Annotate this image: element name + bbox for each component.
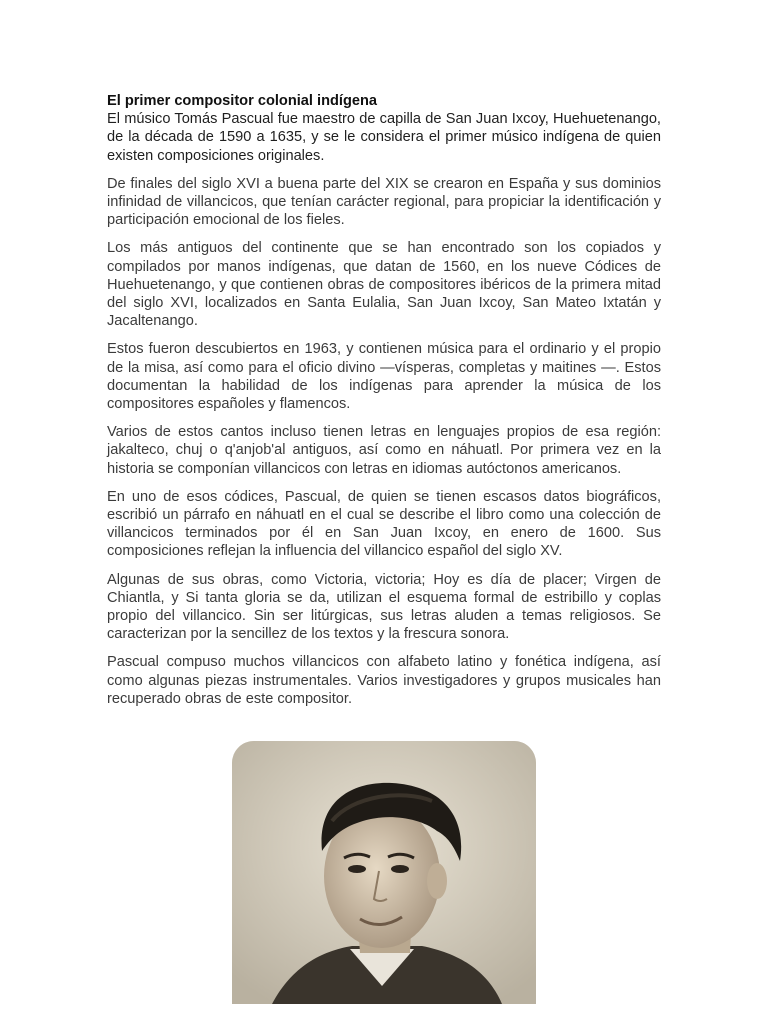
portrait-photo [232,741,536,1004]
paragraph-5: Varios de estos cantos incluso tienen letras en lenguajes propios de esa región: jakalteco, chuj o q'anjob'al antiguos, así como en náhuatl. Por primera vez en la historia se componían villancicos con letras en idiomas autóctonos americanos. [107,424,661,477]
ear [427,863,447,899]
left-eye [348,865,366,873]
portrait-illustration [232,741,536,1004]
paragraph-4: Estos fueron descubiertos en 1963, y contienen música para el ordinario y el propio de la misa, así como para el oficio divino —vísperas, completas y maitines —. Estos documentan la habilidad de los indígenas para aprender la música de los compositores españoles y flamencos. [107,341,661,413]
paragraph-6: En uno de esos códices, Pascual, de quien se tienen escasos datos biográficos, escribió un párrafo en náhuatl en el cual se describe el libro como una colección de villancicos terminados por él en San Juan Ixcoy, en enero de 1600. Sus composiciones reflejan la influencia del villancico español del siglo XV. [107,488,661,560]
article [107,92,661,718]
article-title: El primer compositor colonial indígena [107,93,378,109]
paragraph-1: El músico Tomás Pascual fue maestro de capilla de San Juan Ixcoy, Huehuetenango, de la década de 1590 a 1635, y se le considera el primer músico indígena de quien existen composiciones originales. [107,111,661,164]
paragraph-7: Algunas de sus obras, como Victoria, victoria; Hoy es día de placer; Virgen de Chiantla, y Si tanta gloria se da, utilizan el esquema formal de estribillo y coplas propio del villancico. Sin ser litúrgicas, sus letras aluden a temas religiosos. Se caracterizan por la sencillez de los textos y la frescura sonora. [107,571,661,643]
paragraph-3: Los más antiguos del continente que se han encontrado son los copiados y compilados por manos indígenas, que datan de 1560, en los nueve Códices de Huehuetenango, y que contienen obras de compositores ibéricos de la primera mitad del siglo XVI, localizados en Santa Eulalia, San Juan Ixcoy, San Mateo Ixtatán y Jacaltenango. [107,240,661,330]
right-eye [391,865,409,873]
paragraph-2: De finales del siglo XVI a buena parte del XIX se crearon en España y sus dominios infinidad de villancicos, que tenían carácter regional, para propiciar la identificación y participación emocional de los fieles. [107,175,661,229]
paragraph-8: Pascual compuso muchos villancicos con alfabeto latino y fonética indígena, así como algunas piezas instrumentales. Varios investigadores y grupos musicales han recuperado obras de este compositor. [107,654,661,707]
